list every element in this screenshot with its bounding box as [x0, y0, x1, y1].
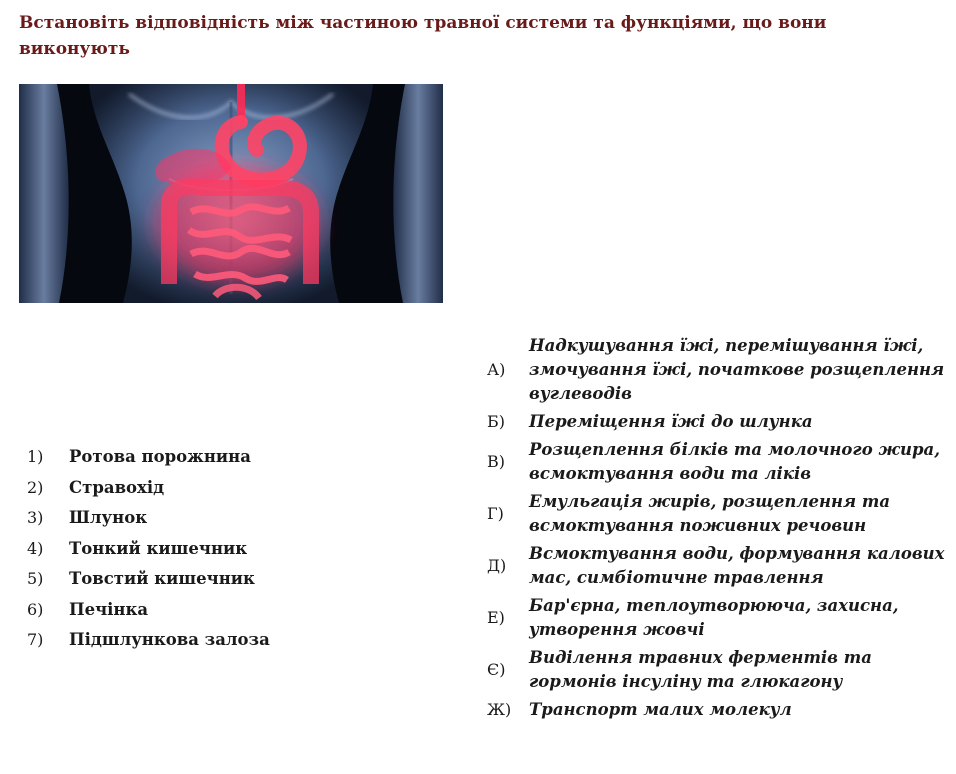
- function-letter: А): [487, 360, 506, 379]
- organ-label: Печінка: [69, 599, 149, 619]
- organ-number: 5): [27, 569, 44, 588]
- function-letter: В): [487, 452, 505, 471]
- list-item: [27, 536, 270, 567]
- list-item: [487, 542, 947, 590]
- function-label: Всмоктування води, формування калових мас, симбіотичне травлення: [529, 544, 945, 587]
- organ-label: Тонкий кишечник: [69, 538, 248, 558]
- list-item: [487, 334, 947, 406]
- question-title: Встановіть відповідність між частиною травної системи та функціями, що вони виконують: [19, 13, 827, 59]
- organs-list: [27, 444, 270, 658]
- organ-number: 3): [27, 508, 44, 527]
- list-item: [27, 627, 270, 658]
- list-item: [487, 646, 947, 694]
- organ-label: Ротова порожнина: [69, 447, 251, 466]
- list-item: [27, 444, 270, 475]
- function-label: Виділення травних ферментів та гормонів інсуліну та глюкагону: [529, 648, 872, 691]
- list-item: [487, 438, 947, 486]
- organ-label: Підшлункова залоза: [69, 630, 270, 649]
- organ-number: 4): [27, 538, 44, 558]
- function-letter: Д): [487, 556, 507, 575]
- list-item: [487, 490, 947, 538]
- function-label: Емульгація жирів, розщеплення та всмоктування поживних речовин: [529, 492, 891, 535]
- function-letter: Ж): [487, 700, 512, 719]
- organ-label: Товстий кишечник: [69, 569, 255, 588]
- list-item: [27, 597, 270, 628]
- function-letter: Г): [487, 504, 504, 523]
- function-label: Розщеплення білків та молочного жира, всмоктування води та ліків: [529, 440, 940, 483]
- organ-label: Шлунок: [69, 508, 148, 527]
- organ-number: 7): [27, 630, 44, 649]
- function-label: Транспорт малих молекул: [529, 700, 792, 719]
- functions-list: [487, 334, 947, 726]
- function-label: Бар'єрна, теплоутворююча, захисна, утворення жовчі: [529, 596, 899, 639]
- organ-number: 6): [27, 599, 44, 619]
- list-item: [487, 594, 947, 642]
- function-label: Переміщення їжі до шлунка: [529, 412, 813, 431]
- organ-number: 2): [27, 477, 44, 497]
- organ-label: Стравохід: [69, 477, 165, 497]
- function-label: Надкушування їжі, перемішування їжі, змочування їжі, початкове розщеплення вуглеводів: [529, 336, 945, 403]
- function-letter: Е): [487, 608, 505, 627]
- list-item: [27, 505, 270, 536]
- function-letter: Б): [487, 412, 505, 431]
- list-item: [27, 566, 270, 597]
- function-letter: Є): [487, 660, 506, 679]
- list-item: [27, 475, 270, 506]
- organ-number: 1): [27, 447, 44, 466]
- digestive-system-illustration: [19, 84, 443, 303]
- digestive-system-xray-illustration: [19, 84, 443, 303]
- list-item: [487, 698, 947, 722]
- list-item: [487, 410, 947, 434]
